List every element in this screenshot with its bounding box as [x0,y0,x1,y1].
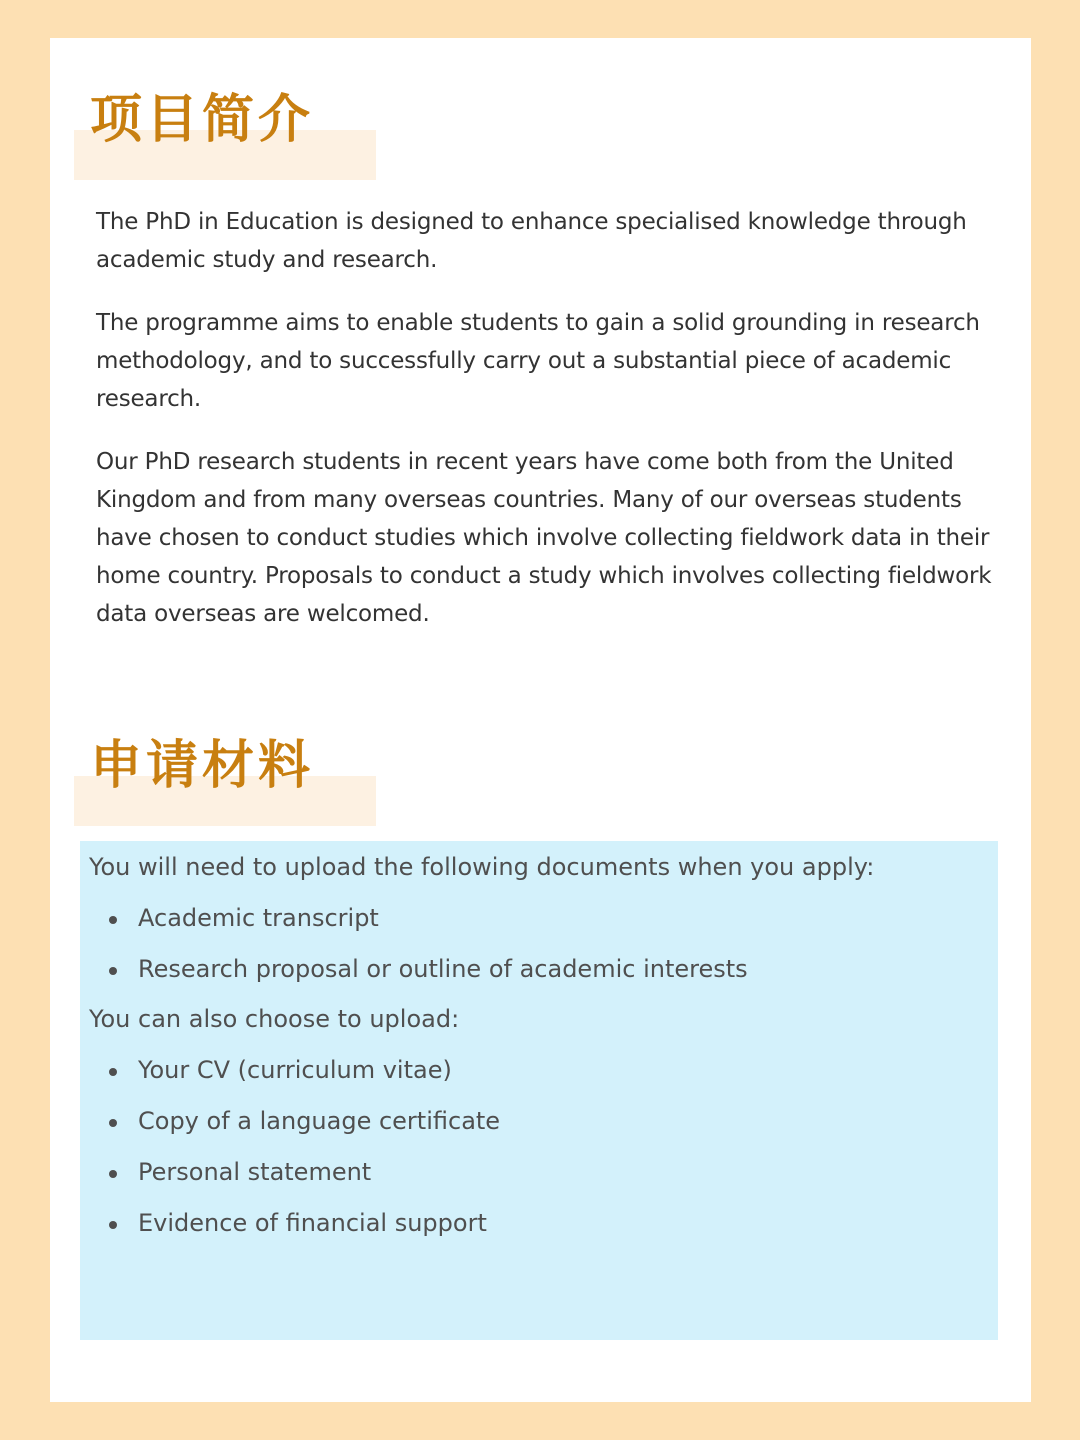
bullet-icon [109,1170,117,1178]
list-item-label: Your CV (curriculum vitae) [138,1056,452,1084]
intro-text [96,203,1001,658]
bullet-icon [109,1068,117,1076]
list-item-label: Academic transcript [138,904,379,932]
required-documents-intro: You will need to upload the following documents when you apply: [89,853,875,881]
list-item [89,952,990,986]
intro-section-heading [74,78,376,178]
list-item-label: Personal statement [138,1158,372,1186]
materials-heading-text: 申请材料 [90,736,315,796]
materials-section-heading [74,724,376,824]
bullet-icon [109,1221,117,1229]
intro-paragraph-3: Our PhD research students in recent years have come both from the United Kingdom and from many overseas countries. Many of our overseas students have chosen to conduct studies which involve collecting fieldwork data in their home country. Proposals to conduct a study which involves collecting fieldwork data overseas are welcomed. [96,449,992,627]
required-documents-list [89,901,990,986]
list-item-label: Copy of a language certificate [138,1107,501,1135]
list-item-label: Research proposal or outline of academic interests [138,955,748,983]
bullet-icon [109,916,117,924]
list-item [89,1104,990,1138]
optional-documents-list [89,1053,990,1240]
optional-documents-intro: You can also choose to upload: [89,1005,460,1033]
bullet-icon [109,1119,117,1127]
list-item [89,901,990,935]
list-item-label: Evidence of financial support [138,1209,487,1237]
documents-box [80,841,998,1340]
list-item [89,1206,990,1240]
intro-paragraph-2: The programme aims to enable students to gain a solid grounding in research methodology, and to successfully carry out a substantial piece of academic research. [96,310,980,412]
intro-heading-text: 项目简介 [90,90,315,150]
bullet-icon [109,967,117,975]
list-item [89,1155,990,1189]
list-item [89,1053,990,1087]
content-card [50,38,1031,1402]
intro-paragraph-1: The PhD in Education is designed to enhance specialised knowledge through academic study and research. [96,209,967,273]
